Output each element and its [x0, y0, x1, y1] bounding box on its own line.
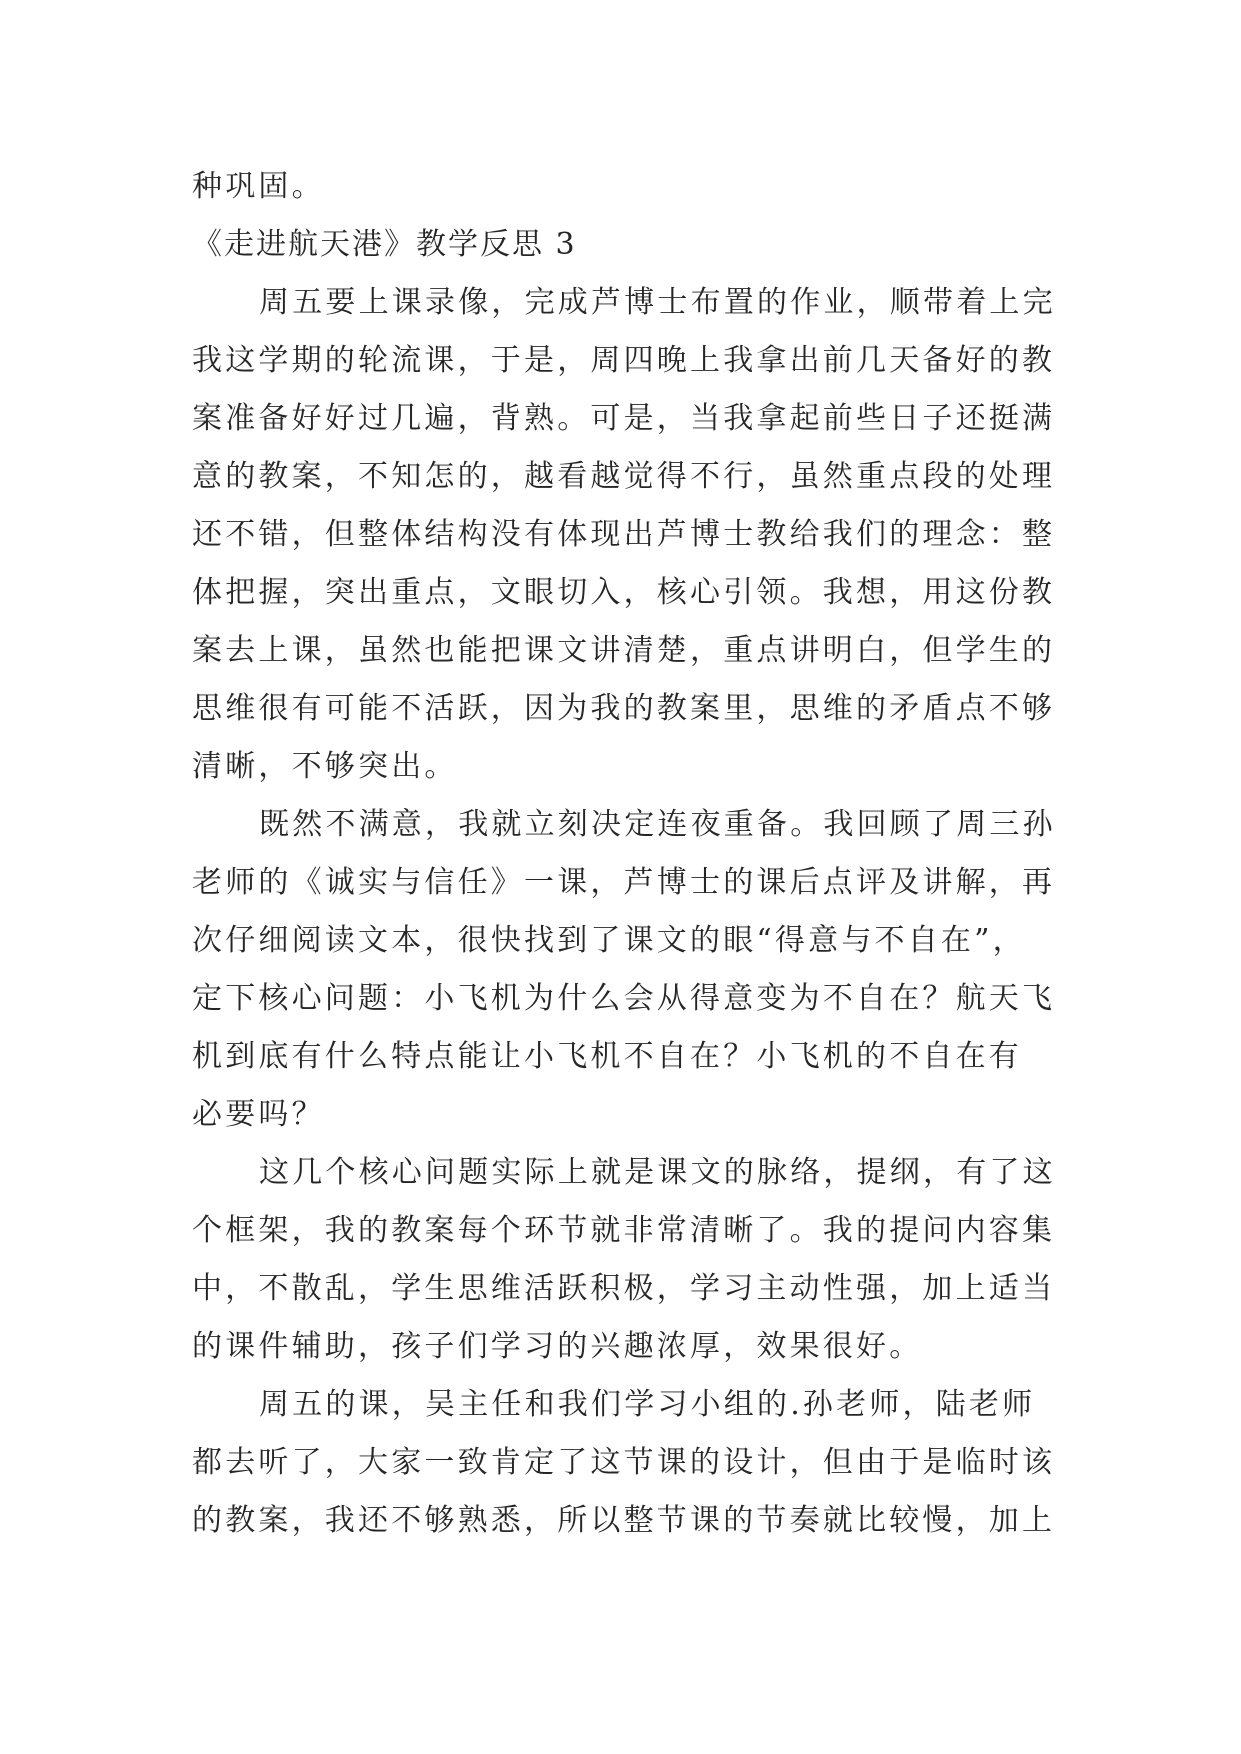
paragraph-line: 机到底有什么特点能让小飞机不自在？小飞机的不自在有 [192, 1039, 1022, 1074]
paragraph-line: 都去听了，大家一致肯定了这节课的设计，但由于是临时该 [192, 1445, 1056, 1480]
paragraph-line: 意的教案，不知怎的，越看越觉得不行，虽然重点段的处理 [192, 459, 1056, 494]
paragraph-line: 案去上课，虽然也能把课文讲清楚，重点讲明白，但学生的 [192, 633, 1056, 668]
paragraphs-container [192, 274, 1056, 1550]
section-title: 《走进航天港》教学反思 3 [192, 227, 577, 262]
paragraph-line: 必要吗？ [192, 1097, 325, 1132]
paragraph-line: 这几个核心问题实际上就是课文的脉络，提纲，有了这 [259, 1155, 1056, 1190]
document-body [192, 158, 1056, 1550]
paragraph-line: 还不错，但整体结构没有体现出芦博士教给我们的理念：整 [192, 517, 1056, 552]
paragraph-line: 的教案，我还不够熟悉，所以整节课的节奏就比较慢，加上 [192, 1503, 1056, 1538]
paragraph-line: 体把握，突出重点，文眼切入，核心引领。我想，用这份教 [192, 575, 1056, 610]
paragraph-line: 既然不满意，我就立刻决定连夜重备。我回顾了周三孙 [259, 807, 1056, 842]
paragraph-line: 定下核心问题：小飞机为什么会从得意变为不自在？航天飞 [192, 981, 1056, 1016]
paragraph-line: 思维很有可能不活跃，因为我的教案里，思维的矛盾点不够 [192, 691, 1056, 726]
paragraph [192, 274, 1056, 796]
paragraph [192, 796, 1056, 1144]
paragraph-line: 案准备好好过几遍，背熟。可是，当我拿起前些日子还挺满 [192, 401, 1056, 436]
paragraph-line: 老师的《诚实与信任》一课，芦博士的课后点评及讲解，再 [192, 865, 1056, 900]
paragraph-line: 周五要上课录像，完成芦博士布置的作业，顺带着上完 [259, 285, 1056, 320]
paragraph [192, 1144, 1056, 1376]
paragraph-line: 清晰，不够突出。 [192, 749, 458, 784]
paragraph-line: 中，不散乱，学生思维活跃积极，学习主动性强，加上适当 [192, 1271, 1056, 1306]
paragraph-line: 周五的课，吴主任和我们学习小组的.孙老师，陆老师 [259, 1387, 1036, 1422]
continuation-line: 种巩固。 [192, 169, 325, 204]
paragraph-line: 个框架，我的教案每个环节就非常清晰了。我的提问内容集 [192, 1213, 1056, 1248]
paragraph-line: 的课件辅助，孩子们学习的兴趣浓厚，效果很好。 [192, 1329, 923, 1364]
paragraph-line: 我这学期的轮流课，于是，周四晚上我拿出前几天备好的教 [192, 343, 1056, 378]
paragraph-line: 次仔细阅读文本，很快找到了课文的眼“得意与不自在”， [192, 923, 1026, 958]
paragraph [192, 1376, 1056, 1550]
